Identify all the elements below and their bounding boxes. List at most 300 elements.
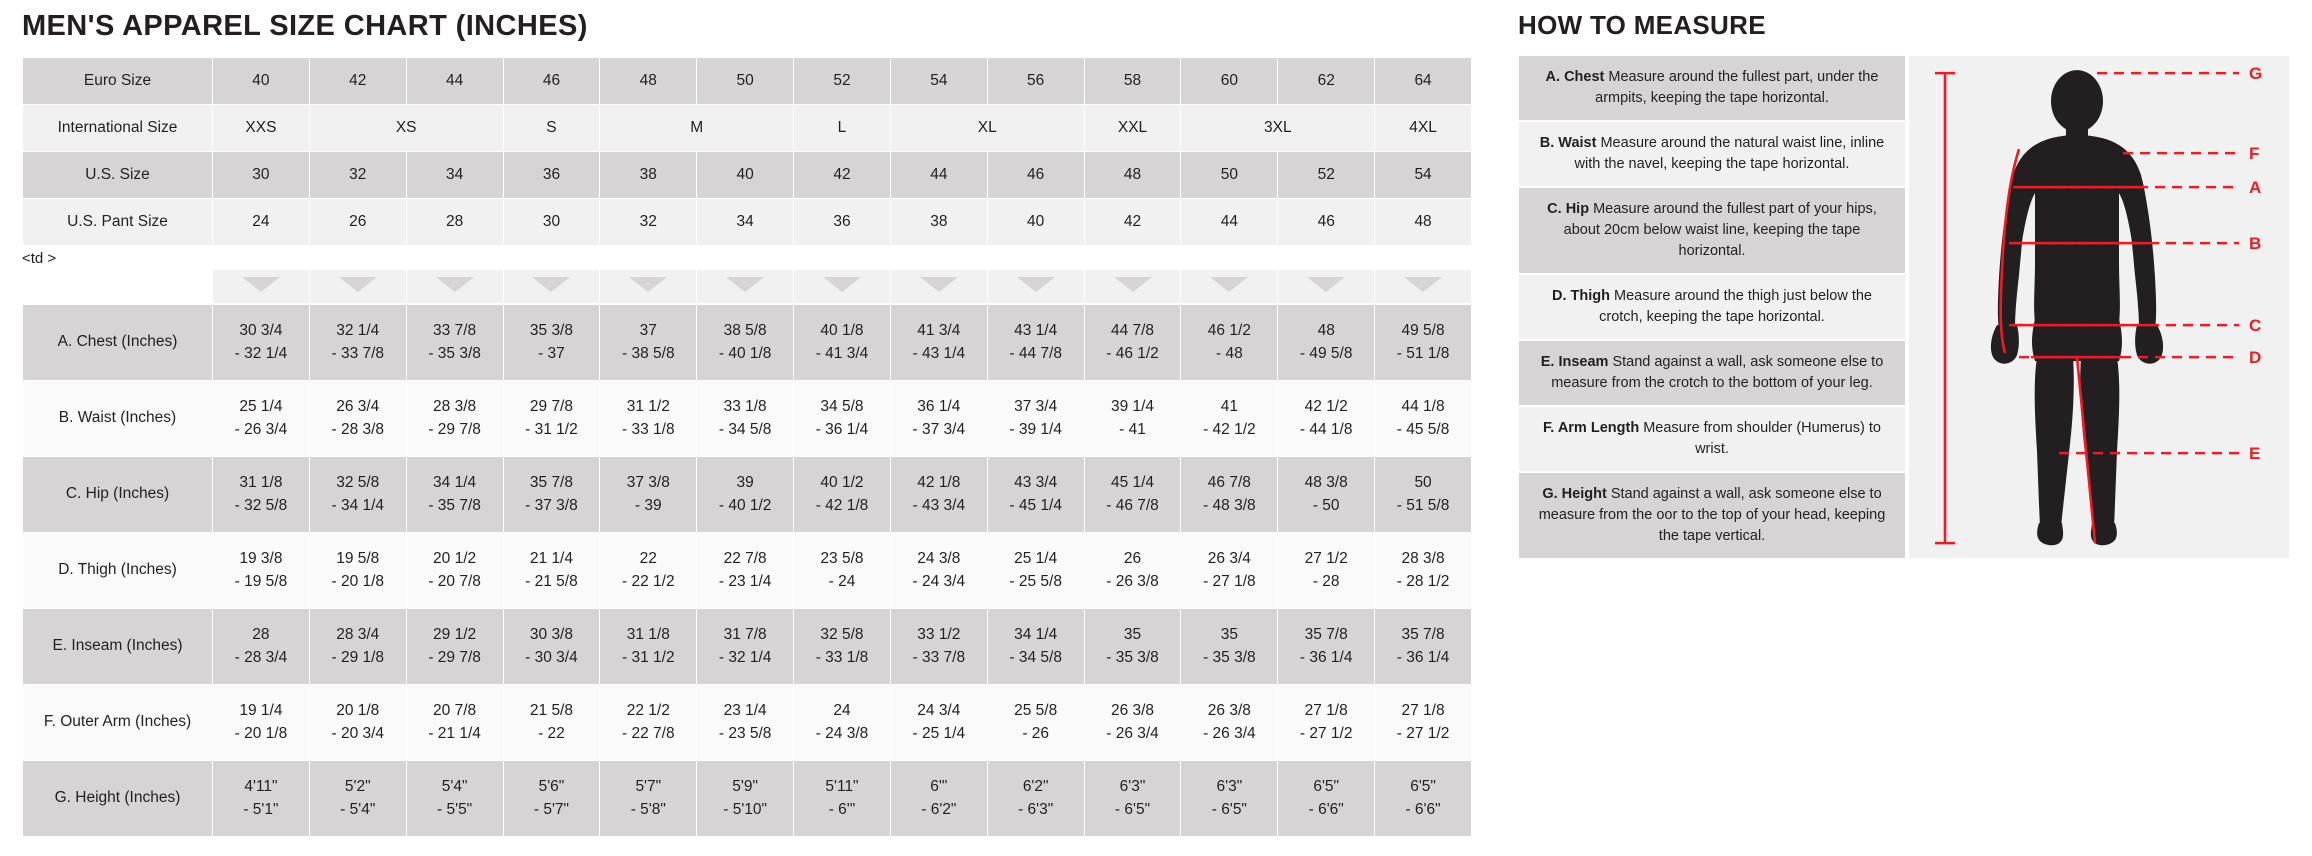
measurement-value: - 21 5/8 — [525, 572, 578, 590]
measurement-value: - 23 1/4 — [718, 572, 772, 590]
measurement-cell — [890, 761, 987, 837]
size-cell: L — [794, 105, 891, 152]
table-row — [23, 457, 1472, 533]
measurement-value: - 32 1/4 — [234, 344, 288, 362]
measurement-value: - 45 1/4 — [1009, 496, 1062, 514]
measurement-value: - 48 — [1216, 344, 1243, 362]
measurement-value: - 26 3/4 — [1106, 724, 1159, 742]
measurement-value: - 31 1/2 — [622, 648, 675, 666]
measurement-value: - 22 1/2 — [622, 572, 675, 590]
measurement-cell — [600, 533, 697, 609]
size-cell: XXS — [213, 105, 310, 152]
measurement-row-label: C. Hip (Inches) — [23, 457, 213, 533]
how-to-measure-heading: D. Thigh — [1552, 288, 1610, 305]
measurement-value: - 21 1/4 — [428, 724, 481, 742]
chevron-down-icon — [436, 277, 474, 292]
measurement-cell — [406, 381, 503, 457]
measurement-value: - 34 1/4 — [331, 496, 385, 514]
measurement-value: - 27 1/2 — [1299, 724, 1353, 742]
size-cell: 26 — [309, 199, 406, 246]
measurement-value: 34 1/4 — [1014, 626, 1058, 644]
measurement-value: 46 7/8 — [1207, 474, 1251, 492]
measurement-cell — [1084, 305, 1181, 381]
table-row — [23, 685, 1472, 761]
measurement-value: - 5'10" — [723, 800, 768, 818]
row-label: U.S. Pant Size — [23, 199, 213, 246]
measurement-cell — [1375, 609, 1472, 685]
measurement-cell — [890, 381, 987, 457]
measurement-cell — [1084, 609, 1181, 685]
size-cell: 52 — [794, 58, 891, 105]
measurement-value: 22 1/2 — [626, 702, 670, 720]
size-cell: 48 — [1084, 152, 1181, 199]
measurement-value: 23 5/8 — [820, 550, 864, 568]
measurement-value: 6'3" — [1119, 778, 1146, 796]
measurement-cell — [1278, 533, 1375, 609]
size-cell: 48 — [600, 58, 697, 105]
size-cell: 38 — [890, 199, 987, 246]
how-to-measure-title: HOW TO MEASURE — [1518, 10, 1766, 40]
measurement-cell — [309, 381, 406, 457]
column-selector-arrow[interactable] — [1084, 270, 1181, 304]
measurement-cell — [1084, 761, 1181, 837]
measurement-cell — [309, 761, 406, 837]
measurement-value: 39 — [736, 474, 754, 492]
measurement-value: - 46 7/8 — [1106, 496, 1159, 514]
measurement-value: 26 3/8 — [1110, 702, 1155, 720]
measurement-value: - 26 3/4 — [1203, 724, 1256, 742]
column-selector-arrow[interactable] — [503, 270, 600, 304]
measurement-cell — [794, 457, 891, 533]
size-cell: 50 — [697, 58, 794, 105]
measurement-value: - 38 5/8 — [622, 344, 675, 362]
size-cell: 46 — [1278, 199, 1375, 246]
measurement-cell — [600, 761, 697, 837]
measurement-cell — [987, 457, 1084, 533]
column-selector-arrow[interactable] — [890, 270, 987, 304]
measurement-value: - 50 — [1312, 496, 1340, 514]
measurement-cell — [406, 457, 503, 533]
how-to-measure-item — [1518, 55, 1906, 121]
measurement-value: - 37 3/4 — [912, 420, 966, 438]
measurement-value: 28 3/8 — [1401, 550, 1445, 568]
measurement-value: 41 3/4 — [917, 322, 961, 340]
measurement-cell — [794, 533, 891, 609]
how-to-measure-list — [1518, 55, 1906, 559]
measurement-value: 28 — [252, 626, 270, 644]
measurement-value: - 6'6" — [1308, 800, 1344, 818]
chevron-down-icon — [1017, 277, 1055, 292]
measurement-value: - 25 1/4 — [912, 724, 966, 742]
measurement-value: 35 — [1123, 626, 1142, 644]
measurement-value: - 36 1/4 — [1396, 648, 1450, 666]
measurement-value: - 40 1/2 — [718, 496, 772, 514]
measurement-value: 40 1/8 — [820, 322, 864, 340]
measurement-value: 45 1/4 — [1110, 474, 1155, 492]
measurement-value: 19 1/4 — [239, 702, 283, 720]
measurement-cell — [503, 761, 600, 837]
how-to-measure-heading: C. Hip — [1547, 201, 1590, 218]
how-to-measure-section — [1518, 0, 2290, 559]
measurement-value: 25 1/4 — [1014, 550, 1058, 568]
measurement-value: - 32 1/4 — [718, 648, 772, 666]
measurement-value: 5'4" — [441, 778, 468, 796]
measurement-value: - 20 1/8 — [234, 724, 288, 742]
measurement-value: 31 7/8 — [723, 626, 767, 644]
measurement-cell — [503, 381, 600, 457]
column-selector-arrow[interactable] — [309, 270, 406, 304]
chevron-down-icon — [339, 277, 377, 292]
size-cell: 36 — [503, 152, 600, 199]
measurement-value: 33 7/8 — [433, 322, 477, 340]
measurement-row-label: G. Height (Inches) — [23, 761, 213, 837]
measurement-value: 35 7/8 — [529, 474, 573, 492]
measurement-cell — [890, 305, 987, 381]
column-selector-arrow[interactable] — [1278, 270, 1375, 304]
measurement-value: - 33 1/8 — [622, 420, 675, 438]
measurement-value: 32 1/4 — [336, 322, 380, 340]
size-cell: 44 — [406, 58, 503, 105]
size-cell: 46 — [987, 152, 1084, 199]
measurement-cell — [1084, 381, 1181, 457]
measurement-cell — [1278, 609, 1375, 685]
measurement-value: - 26 3/4 — [234, 420, 288, 438]
measurement-value: - 35 3/8 — [1106, 648, 1159, 666]
chevron-down-icon — [532, 277, 570, 292]
measurement-value: - 37 3/8 — [525, 496, 578, 514]
measurement-value: 33 1/8 — [723, 398, 767, 416]
figure-label-G: G — [2249, 64, 2263, 84]
measurement-value: - 22 7/8 — [622, 724, 675, 742]
measurement-value: - 22 — [538, 724, 565, 742]
measurement-value: - 24 3/4 — [912, 572, 966, 590]
measurement-cell — [600, 685, 697, 761]
measurement-cell — [503, 305, 600, 381]
measurement-value: 26 — [1123, 550, 1142, 568]
measurement-value: - 42 1/8 — [815, 496, 869, 514]
measurement-value: - 20 3/4 — [331, 724, 385, 742]
size-cell: M — [600, 105, 794, 152]
size-cell: 3XL — [1181, 105, 1375, 152]
column-selector-arrow[interactable] — [1375, 270, 1472, 304]
size-cell: XXL — [1084, 105, 1181, 152]
measurement-value: 38 5/8 — [723, 322, 767, 340]
column-selector-arrow[interactable] — [697, 270, 794, 304]
row-label: International Size — [23, 105, 213, 152]
measurement-value: - 5'1" — [243, 800, 279, 818]
measurement-cell — [1375, 761, 1472, 837]
measurement-cell — [600, 609, 697, 685]
measurement-value: - 6'" — [828, 800, 856, 818]
measurement-value: 27 1/2 — [1304, 550, 1348, 568]
measurement-value: - 25 5/8 — [1009, 572, 1062, 590]
measurement-value: - 28 — [1312, 572, 1340, 590]
measurement-cell — [309, 685, 406, 761]
measurement-cell — [1375, 533, 1472, 609]
measurement-cell — [406, 533, 503, 609]
measurement-cell — [890, 457, 987, 533]
measurement-cell — [1181, 761, 1278, 837]
how-to-measure-item — [1518, 472, 1906, 559]
measurement-value: - 39 — [634, 496, 662, 514]
how-to-measure-item — [1518, 406, 1906, 472]
measurement-value: 25 1/4 — [239, 398, 283, 416]
measurement-cell — [794, 761, 891, 837]
measurement-cell — [503, 457, 600, 533]
measurement-value: 34 5/8 — [820, 398, 864, 416]
measurement-value: 30 3/4 — [239, 322, 283, 340]
measurements-table — [22, 304, 1472, 837]
measurement-value: 40 1/2 — [820, 474, 864, 492]
measurement-cell — [503, 685, 600, 761]
measurement-value: - 20 7/8 — [428, 572, 481, 590]
measurement-cell — [213, 761, 310, 837]
how-to-measure-item — [1518, 121, 1906, 187]
chevron-down-icon — [920, 277, 958, 292]
measurement-value: 24 3/8 — [917, 550, 961, 568]
measurement-cell — [697, 609, 794, 685]
size-cell: 46 — [503, 58, 600, 105]
measurement-cell — [697, 533, 794, 609]
size-header-row — [23, 58, 1472, 105]
measurement-value: - 34 5/8 — [718, 420, 772, 438]
size-cell: 56 — [987, 58, 1084, 105]
size-header-row — [23, 105, 1472, 152]
measurement-value: 24 — [833, 702, 851, 720]
measurement-value: - 40 1/8 — [718, 344, 772, 362]
chevron-down-icon — [1114, 277, 1152, 292]
how-to-measure-text: Measure from shoulder (Humerus) to wrist. — [1639, 420, 1881, 458]
size-cell: 42 — [794, 152, 891, 199]
chevron-down-icon — [1210, 277, 1248, 292]
arrow-row-spacer — [23, 270, 213, 304]
size-cell: 42 — [1084, 199, 1181, 246]
measurement-value: - 51 5/8 — [1396, 496, 1450, 514]
measurement-value: 44 7/8 — [1110, 322, 1155, 340]
body-figure-svg — [1909, 56, 2289, 558]
measurement-value: - 27 1/8 — [1203, 572, 1256, 590]
measurement-value: 30 3/8 — [529, 626, 573, 644]
size-cell: 54 — [1375, 152, 1472, 199]
measurement-value: - 5'8" — [630, 800, 666, 818]
measurement-cell — [213, 305, 310, 381]
measurement-value: - 39 1/4 — [1009, 420, 1062, 438]
measurement-cell — [697, 457, 794, 533]
measurement-cell — [1278, 457, 1375, 533]
measurement-value: 32 5/8 — [820, 626, 864, 644]
measurement-value: 19 5/8 — [336, 550, 380, 568]
column-selector-arrow[interactable] — [794, 270, 891, 304]
row-label: U.S. Size — [23, 152, 213, 199]
measurement-value: - 29 7/8 — [428, 648, 481, 666]
measurement-value: 6'2" — [1022, 778, 1049, 796]
measurement-value: - 43 3/4 — [912, 496, 966, 514]
measurement-value: - 19 5/8 — [234, 572, 288, 590]
column-selector-arrow[interactable] — [987, 270, 1084, 304]
table-row — [23, 761, 1472, 837]
measurement-cell — [309, 533, 406, 609]
figure-label-C: C — [2249, 316, 2262, 336]
measurement-value: - 42 1/2 — [1203, 420, 1256, 438]
measurement-value: - 45 5/8 — [1396, 420, 1450, 438]
how-to-measure-heading: B. Waist — [1539, 135, 1597, 152]
measurement-cell — [987, 609, 1084, 685]
how-to-measure-item — [1518, 187, 1906, 274]
measurement-value: - 41 — [1119, 420, 1146, 438]
how-to-measure-text: Measure around the thigh just below the crotch, keeping the tape horizontal. — [1599, 288, 1872, 326]
column-selector-arrow[interactable] — [600, 270, 697, 304]
chevron-down-icon — [1404, 277, 1442, 292]
measurement-value: 35 7/8 — [1304, 626, 1348, 644]
measurement-cell — [697, 381, 794, 457]
table-row — [23, 533, 1472, 609]
measurement-cell — [1181, 305, 1278, 381]
size-cell: XL — [890, 105, 1084, 152]
measurement-cell — [1084, 457, 1181, 533]
measurement-cell — [309, 609, 406, 685]
measurement-row-label: E. Inseam (Inches) — [23, 609, 213, 685]
measurement-cell — [890, 609, 987, 685]
measurement-value: 39 1/4 — [1110, 398, 1155, 416]
measurement-value: 42 1/8 — [917, 474, 961, 492]
measurement-value: 31 1/8 — [239, 474, 283, 492]
measurement-value: - 37 — [538, 344, 565, 362]
how-to-measure-text: Stand against a wall, ask someone else to measure from the crotch to the bottom of your leg. — [1551, 354, 1884, 392]
measurement-cell — [600, 457, 697, 533]
figure-label-F: F — [2249, 144, 2260, 164]
measurement-value: - 23 5/8 — [718, 724, 772, 742]
measurement-value: - 44 1/8 — [1299, 420, 1353, 438]
measurement-value: 37 3/8 — [626, 474, 670, 492]
measurement-row-label: B. Waist (Inches) — [23, 381, 213, 457]
size-cell: 36 — [794, 199, 891, 246]
measurement-cell — [794, 609, 891, 685]
measurement-cell — [1181, 609, 1278, 685]
measurement-row-label: A. Chest (Inches) — [23, 305, 213, 381]
measurement-value: 20 1/2 — [433, 550, 477, 568]
size-cell: 40 — [697, 152, 794, 199]
size-cell: XS — [309, 105, 503, 152]
measurement-value: 27 1/8 — [1304, 702, 1348, 720]
stray-markup-text: <td > — [22, 250, 57, 267]
measurement-value: - 49 5/8 — [1299, 344, 1353, 362]
chevron-down-icon — [629, 277, 667, 292]
measurement-value: 49 5/8 — [1401, 322, 1445, 340]
measurement-value: - 32 5/8 — [234, 496, 288, 514]
measurement-value: 33 1/2 — [917, 626, 961, 644]
measurement-cell — [794, 305, 891, 381]
column-arrow-row — [22, 269, 1472, 304]
measurement-value: - 29 1/8 — [331, 648, 385, 666]
measurement-cell — [1181, 381, 1278, 457]
how-to-measure-heading: A. Chest — [1545, 69, 1605, 85]
measurement-value: 43 3/4 — [1014, 474, 1058, 492]
measurement-value: 48 — [1317, 322, 1335, 340]
measurement-value: - 24 3/8 — [815, 724, 869, 742]
measurement-value: 41 — [1220, 398, 1238, 416]
measurement-value: - 35 7/8 — [428, 496, 481, 514]
measurement-value: - 5'7" — [533, 800, 570, 818]
measurement-cell — [697, 305, 794, 381]
measurement-cell — [1084, 685, 1181, 761]
measurement-value: 6'5" — [1313, 778, 1340, 796]
measurement-value: 19 3/8 — [239, 550, 283, 568]
measurement-value: 5'2" — [344, 778, 371, 796]
measurement-cell — [1084, 533, 1181, 609]
how-to-measure-heading: E. Inseam — [1540, 354, 1609, 371]
measurement-cell — [987, 685, 1084, 761]
column-selector-arrow[interactable] — [213, 270, 310, 304]
size-cell: 24 — [213, 199, 310, 246]
measurement-value: 32 5/8 — [336, 474, 380, 492]
table-row — [23, 609, 1472, 685]
size-cell: 32 — [600, 199, 697, 246]
measurement-value: - 6'5" — [1114, 800, 1151, 818]
measurement-cell — [213, 381, 310, 457]
size-cell: 54 — [890, 58, 987, 105]
column-selector-arrow[interactable] — [406, 270, 503, 304]
measurement-value: 22 7/8 — [723, 550, 767, 568]
size-cell: 38 — [600, 152, 697, 199]
measurement-value: 44 1/8 — [1401, 398, 1445, 416]
size-cell: 52 — [1278, 152, 1375, 199]
size-cell: 50 — [1181, 152, 1278, 199]
measurement-value: - 36 1/4 — [815, 420, 869, 438]
measurement-cell — [406, 609, 503, 685]
measurement-cell — [1278, 381, 1375, 457]
measurement-cell — [213, 533, 310, 609]
measurement-value: - 28 1/2 — [1396, 572, 1450, 590]
measurement-cell — [1181, 457, 1278, 533]
measurement-cell — [987, 381, 1084, 457]
measurement-value: - 51 1/8 — [1396, 344, 1450, 362]
column-selector-arrow[interactable] — [1181, 270, 1278, 304]
size-cell: 40 — [213, 58, 310, 105]
size-cell: 34 — [406, 152, 503, 199]
measurement-value: - 6'2" — [921, 800, 957, 818]
measurement-cell — [1375, 305, 1472, 381]
measurement-cell — [309, 457, 406, 533]
measurement-value: - 36 1/4 — [1299, 648, 1353, 666]
size-cell: 44 — [890, 152, 987, 199]
measurement-value: 48 3/8 — [1304, 474, 1348, 492]
measurement-value: - 35 3/8 — [1203, 648, 1256, 666]
how-to-measure-text: Measure around the fullest part of your hips, about 20cm below waist line, keeping the tape horizontal. — [1563, 201, 1877, 260]
measurement-value: 26 3/4 — [1207, 550, 1251, 568]
measurement-value: - 29 7/8 — [428, 420, 481, 438]
measurement-cell — [987, 761, 1084, 837]
measurement-value: - 35 3/8 — [428, 344, 481, 362]
measurement-value: 37 3/4 — [1014, 398, 1058, 416]
measurement-value: - 26 3/8 — [1106, 572, 1159, 590]
figure-label-E: E — [2249, 444, 2261, 464]
measurement-cell — [697, 685, 794, 761]
measurement-cell — [890, 533, 987, 609]
chevron-down-icon — [726, 277, 764, 292]
measurement-cell — [987, 305, 1084, 381]
measurement-value: - 28 3/4 — [234, 648, 288, 666]
how-to-measure-item — [1518, 274, 1906, 340]
measurement-value: 22 — [639, 550, 657, 568]
measurement-value: - 48 3/8 — [1203, 496, 1256, 514]
measurement-cell — [697, 761, 794, 837]
measurement-value: - 31 1/2 — [525, 420, 578, 438]
body-figure-diagram — [1908, 55, 2290, 559]
measurement-value: - 28 3/8 — [331, 420, 385, 438]
measurement-value: 35 7/8 — [1401, 626, 1445, 644]
measurement-value: - 26 — [1022, 724, 1050, 742]
measure-guide-labels — [2249, 64, 2262, 463]
